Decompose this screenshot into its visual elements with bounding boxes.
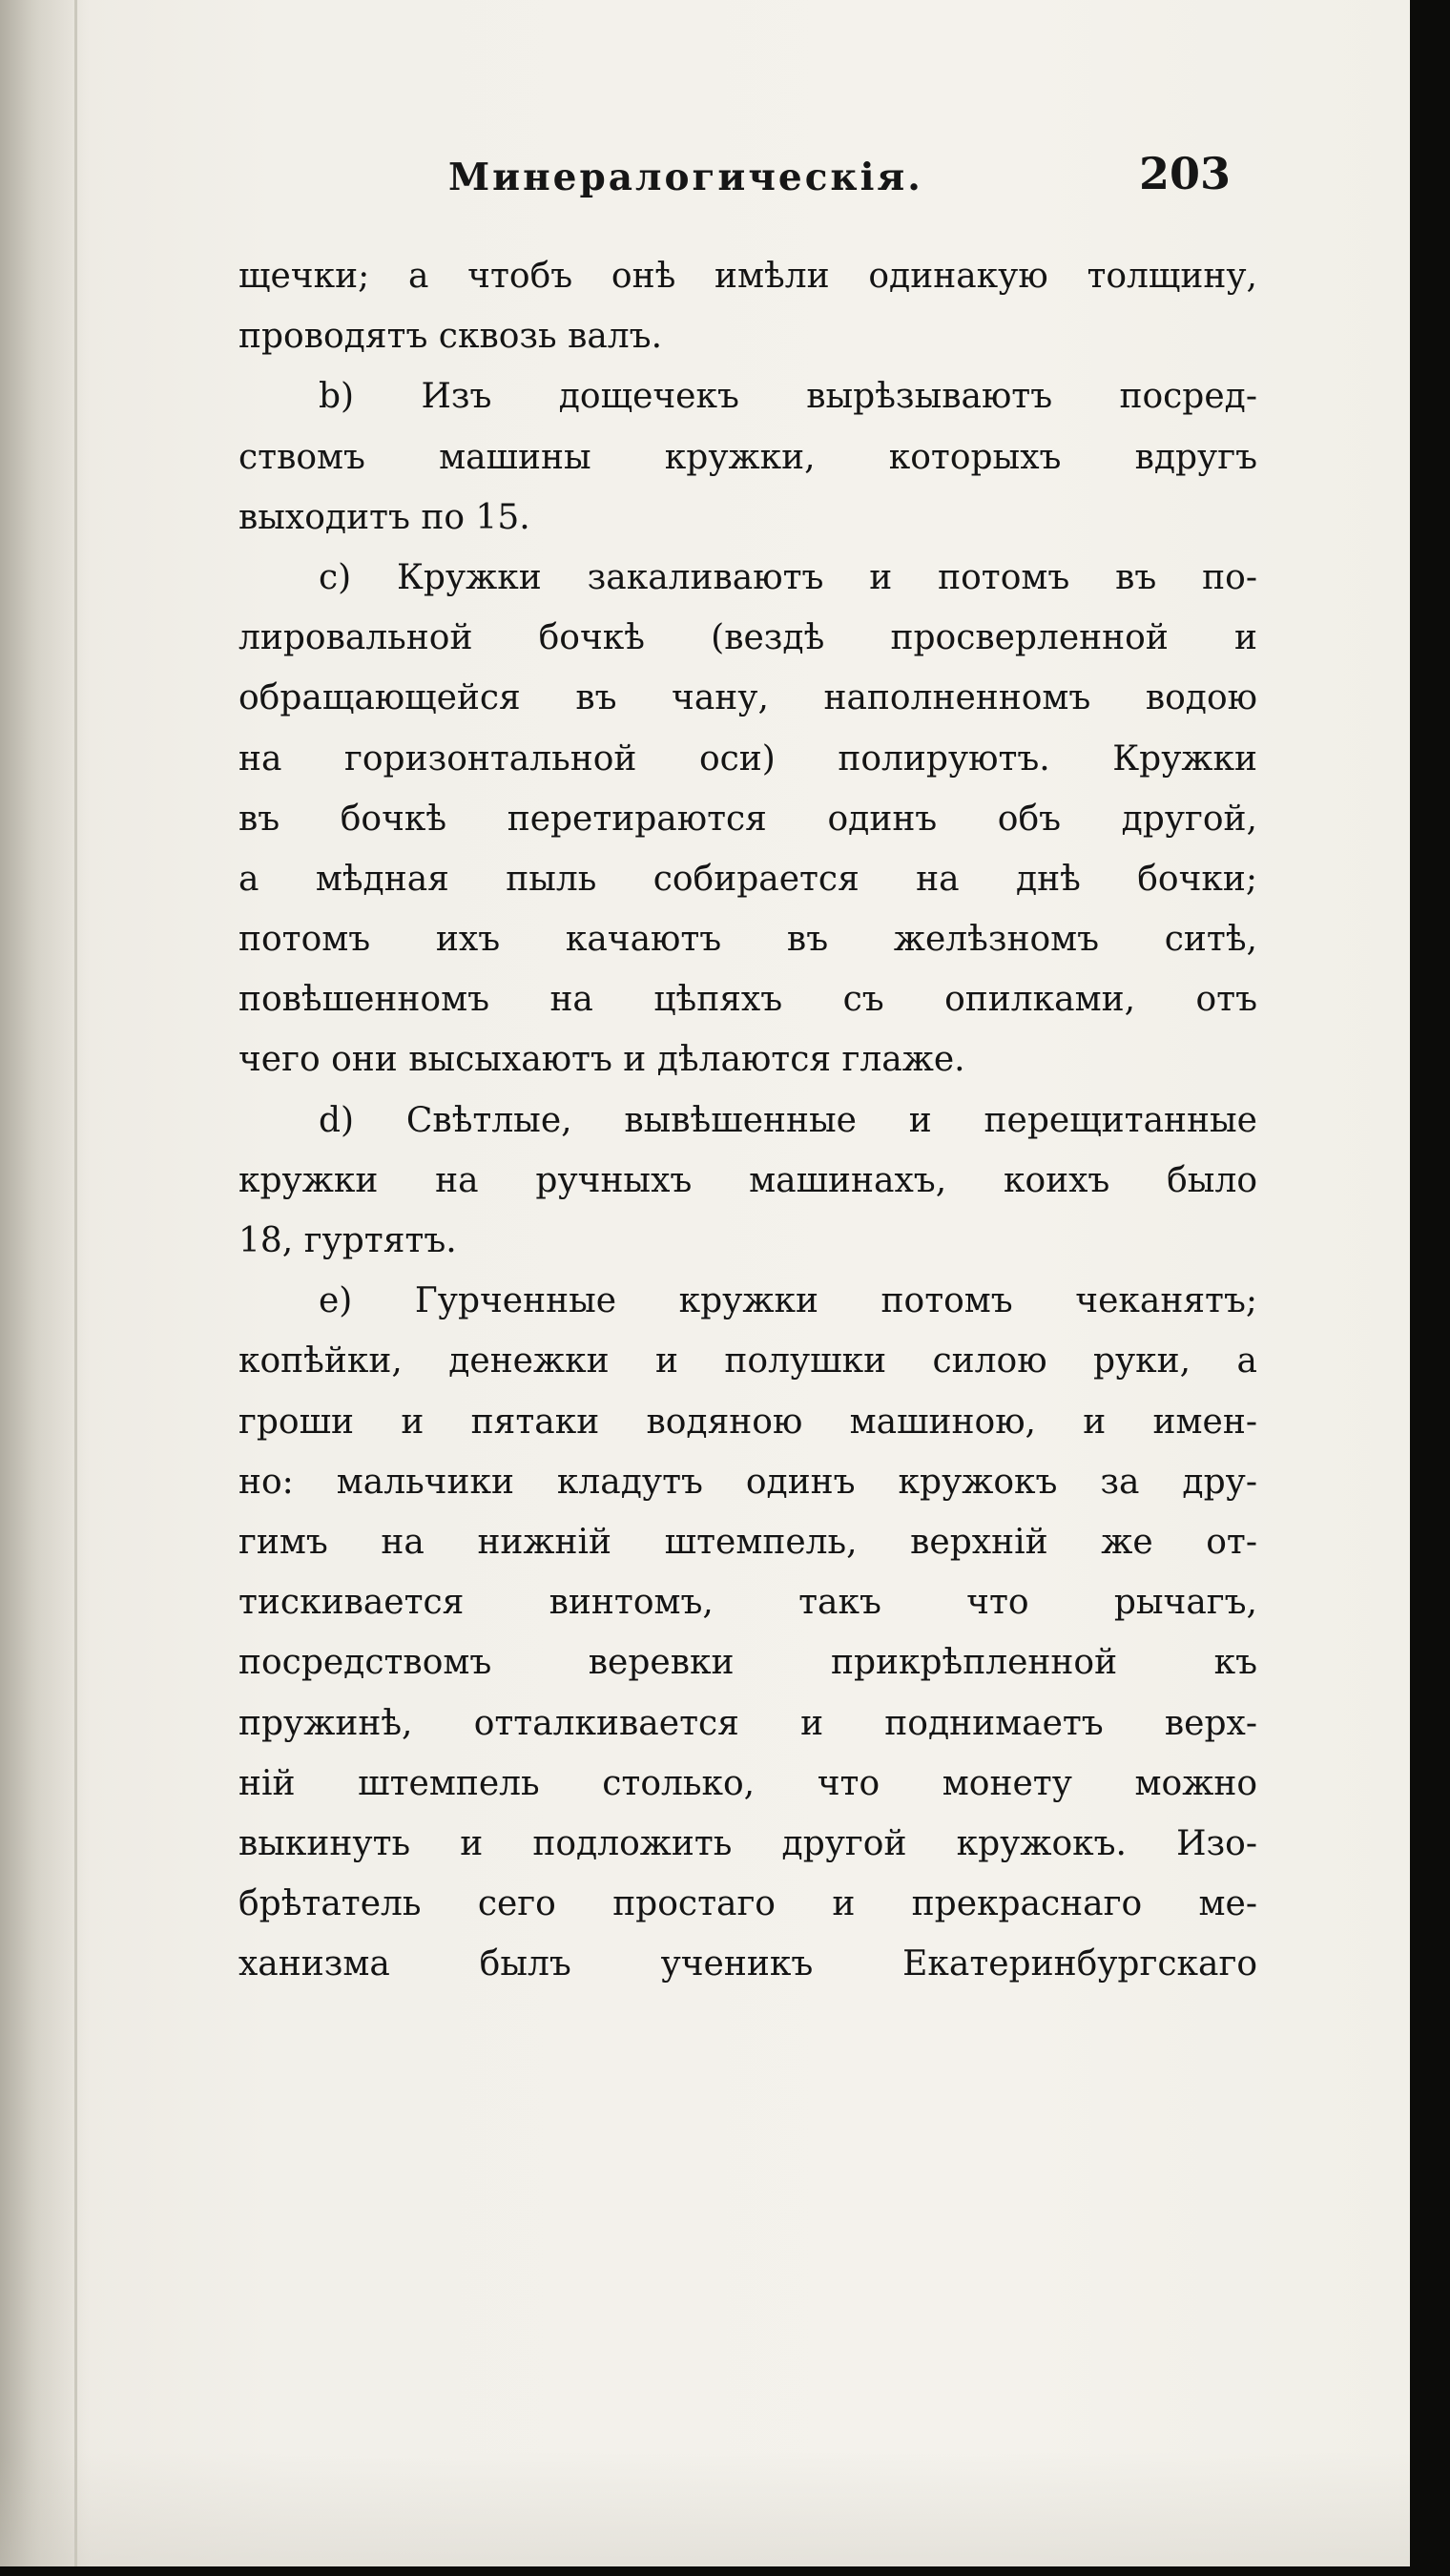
text-line: посредствомъ веревки прикрѣпленной къ bbox=[238, 1643, 1257, 1683]
text-line: e) Гурченные кружки потомъ чеканятъ; bbox=[319, 1281, 1257, 1321]
text-line: ній штемпель столько, что монету можно bbox=[238, 1763, 1257, 1803]
text-line: ханизма былъ ученикъ Екатеринбургскаго bbox=[238, 1944, 1257, 1984]
text-line: b) Изъ дощечекъ вырѣзываютъ посред- bbox=[319, 377, 1257, 417]
text-line: d) Свѣтлые, вывѣшенные и перещитанные bbox=[319, 1100, 1257, 1140]
page-bottom-edge bbox=[0, 2452, 1410, 2566]
page-fold bbox=[74, 0, 77, 2566]
text-line: въ бочкѣ перетираются одинъ объ другой, bbox=[238, 799, 1257, 839]
page-header bbox=[448, 148, 1231, 222]
body-text bbox=[238, 246, 1257, 1994]
text-line: тискивается винтомъ, такъ что рычагъ, bbox=[238, 1583, 1257, 1623]
page-number: 203 bbox=[1138, 148, 1231, 199]
text-line: но: мальчики кладутъ одинъ кружокъ за дру- bbox=[238, 1462, 1257, 1502]
text-line: а мѣдная пыль собирается на днѣ бочки; bbox=[238, 859, 1257, 899]
text-line: обращающейся въ чану, наполненномъ водою bbox=[238, 678, 1257, 718]
text-line: выкинуть и подложить другой кружокъ. Изо- bbox=[238, 1823, 1257, 1863]
text-line: c) Кружки закаливаютъ и потомъ въ по- bbox=[319, 557, 1257, 597]
text-line: кружки на ручныхъ машинахъ, коихъ было bbox=[238, 1160, 1257, 1200]
running-head: Минералогическія. bbox=[448, 156, 923, 199]
text-line: брѣтатель сего простаго и прекраснаго ме- bbox=[238, 1884, 1257, 1924]
text-line: копѣйки, денежки и полушки силою руки, а bbox=[238, 1341, 1257, 1381]
text-line: повѣшенномъ на цѣпяхъ съ опилками, отъ bbox=[238, 980, 1257, 1020]
text-line: щечки; а чтобъ онѣ имѣли одинакую толщину, bbox=[238, 257, 1257, 296]
text-line: выходитъ по 15. bbox=[238, 497, 530, 537]
text-line: гимъ на нижній штемпель, верхній же от- bbox=[238, 1522, 1257, 1562]
text-line: лировальной бочкѣ (вездѣ просверленной и bbox=[238, 618, 1257, 658]
text-line: 18, гуртятъ. bbox=[238, 1221, 457, 1260]
text-line: пружинѣ, отталкивается и поднимаетъ верх- bbox=[238, 1703, 1257, 1743]
text-line: потомъ ихъ качаютъ въ желѣзномъ ситѣ, bbox=[238, 920, 1257, 960]
text-line: на горизонтальной оси) полируютъ. Кружки bbox=[238, 738, 1257, 779]
text-line: гроши и пятаки водяною машиною, и имен- bbox=[238, 1402, 1257, 1442]
text-line: чего они высыхаютъ и дѣлаются глаже. bbox=[238, 1040, 965, 1080]
text-line: проводятъ сквозь валъ. bbox=[238, 317, 663, 357]
text-line: ствомъ машины кружки, которыхъ вдругъ bbox=[238, 437, 1257, 477]
